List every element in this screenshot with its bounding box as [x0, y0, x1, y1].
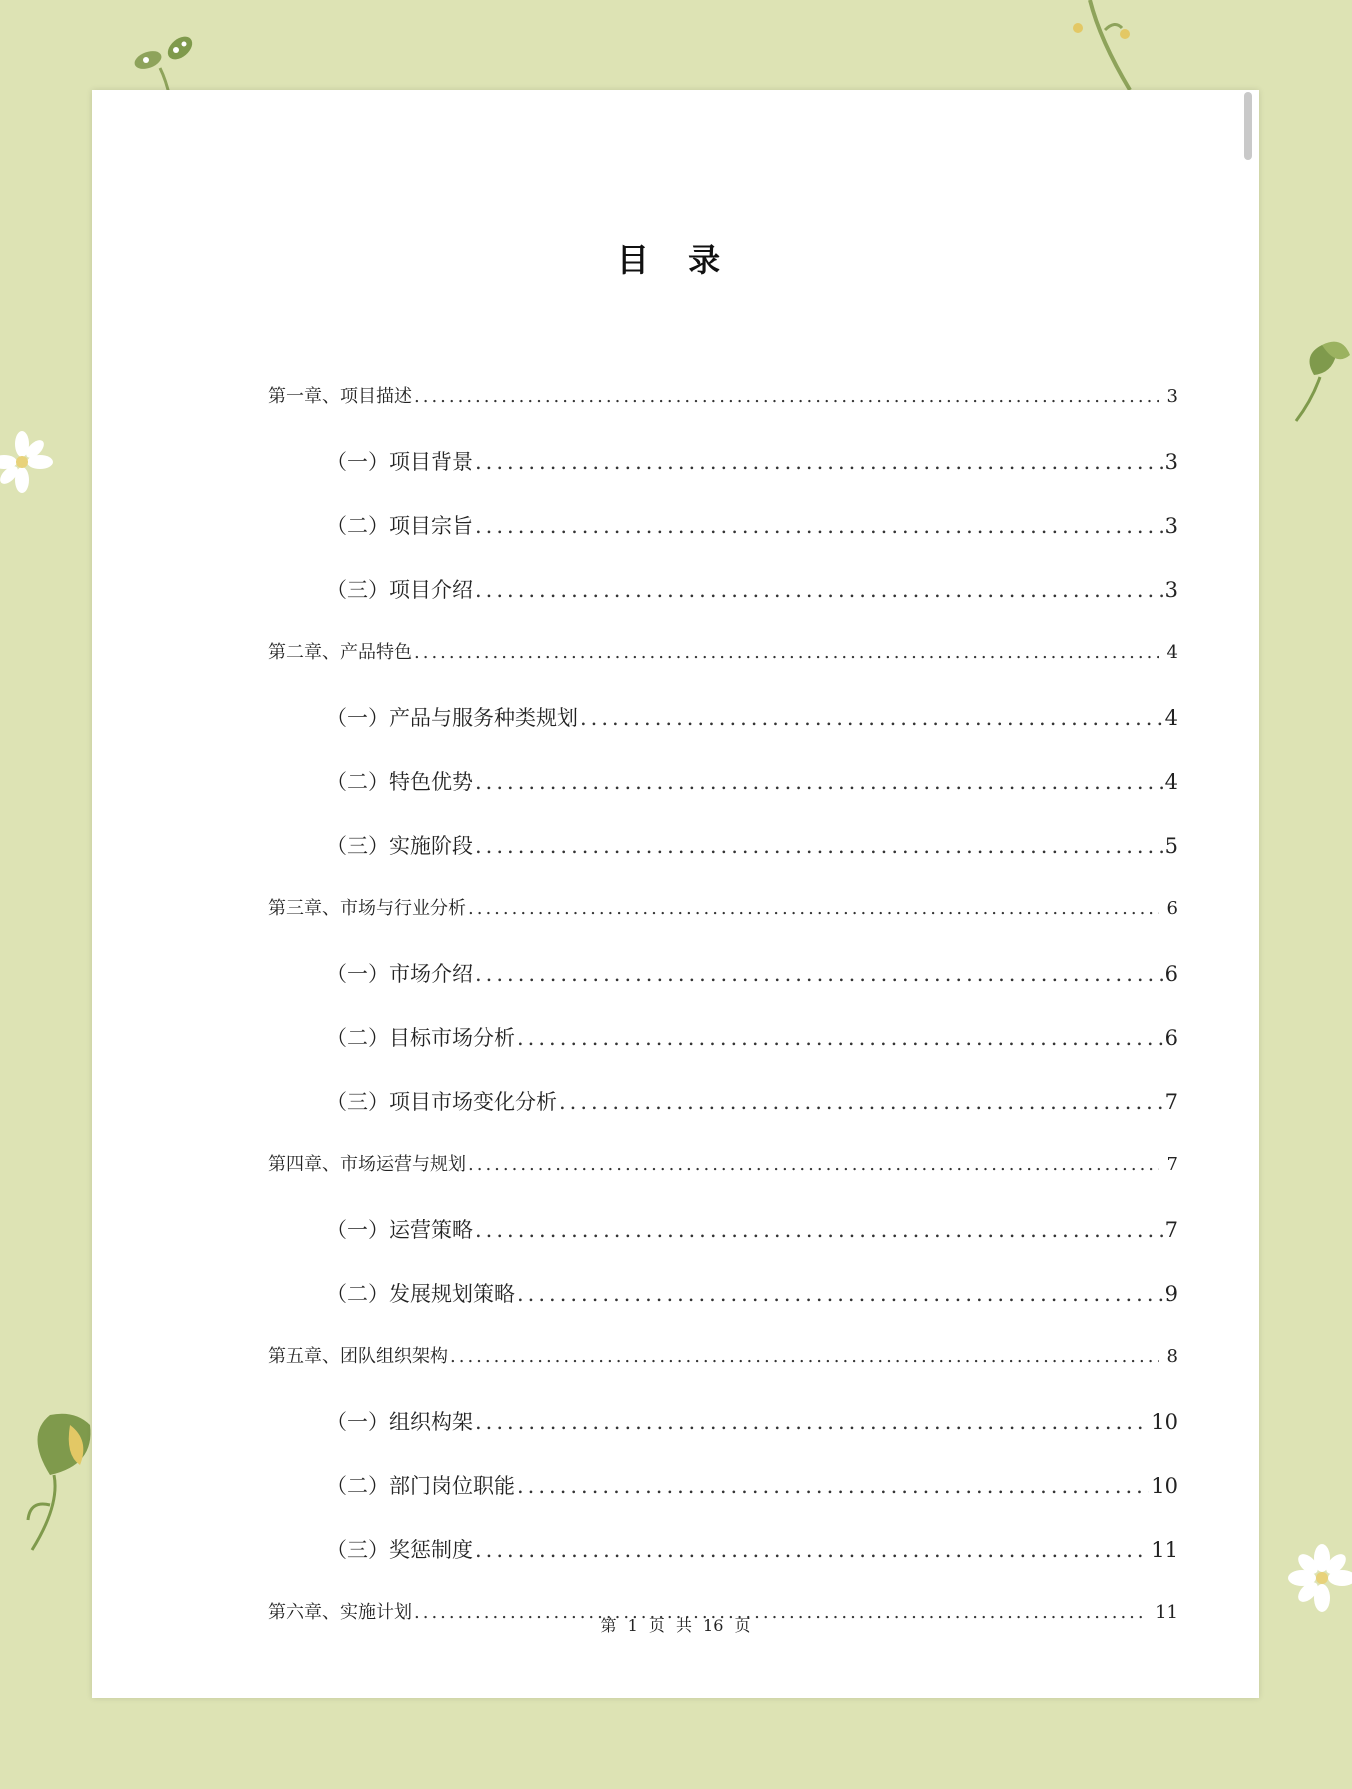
toc-entry-label: 第一章、项目描述	[268, 386, 412, 407]
toc-page-number: 6	[1164, 962, 1178, 986]
daisy-icon	[1282, 1540, 1352, 1620]
dot-leader	[517, 1474, 1149, 1498]
toc-entry-label: 第六章、实施计划	[268, 1602, 412, 1623]
dot-leader	[468, 1154, 1159, 1175]
toc-page-number: 8	[1166, 1346, 1178, 1367]
toc-section-row[interactable]	[268, 1086, 1178, 1116]
toc-page-number: 11	[1151, 1538, 1178, 1562]
toc-entry-label: 第四章、市场运营与规划	[268, 1154, 466, 1175]
toc-entry-label: （二）特色优势	[326, 770, 473, 794]
toc-entry-label: （三）奖惩制度	[326, 1538, 473, 1562]
toc-entry-label: （二）项目宗旨	[326, 514, 473, 538]
page-footer: 第 1 页 共 16 页	[600, 1616, 751, 1635]
toc-entry-label: （一）市场介绍	[326, 962, 473, 986]
toc-page-number: 10	[1151, 1474, 1178, 1498]
toc-section-row[interactable]	[268, 1406, 1178, 1436]
toc-page-number: 3	[1164, 578, 1178, 602]
dot-leader	[475, 1218, 1163, 1242]
toc-chapter-row[interactable]	[268, 638, 1178, 664]
dot-leader	[475, 962, 1163, 986]
dot-leader	[517, 1026, 1163, 1050]
toc-section-row[interactable]	[268, 510, 1178, 540]
toc-entry-label: （一）运营策略	[326, 1218, 473, 1242]
toc-chapter-row[interactable]	[268, 1150, 1178, 1176]
toc-chapter-row[interactable]	[268, 894, 1178, 920]
toc-page-number: 3	[1164, 450, 1178, 474]
toc-section-row[interactable]	[268, 446, 1178, 476]
dot-leader	[414, 642, 1159, 663]
dot-leader	[517, 1282, 1163, 1306]
toc-page-number: 5	[1164, 834, 1178, 858]
dot-leader	[559, 1090, 1163, 1114]
toc-page-number: 4	[1164, 770, 1178, 794]
scrollbar[interactable]	[1244, 92, 1252, 160]
dot-leader	[475, 578, 1163, 602]
toc-section-row[interactable]	[268, 1214, 1178, 1244]
toc-page-number: 4	[1164, 706, 1178, 730]
toc-entry-label: 第五章、团队组织架构	[268, 1346, 448, 1367]
toc-entry-label: （三）项目介绍	[326, 578, 473, 602]
toc-page-number: 6	[1164, 1026, 1178, 1050]
toc-entry-label: （三）项目市场变化分析	[326, 1090, 557, 1114]
dot-leader	[475, 770, 1163, 794]
dot-leader	[580, 706, 1163, 730]
branch-icon	[1060, 0, 1140, 92]
toc-entry-label: 第二章、产品特色	[268, 642, 412, 663]
toc-page-number: 11	[1155, 1602, 1178, 1623]
toc-page-number: 7	[1166, 1154, 1178, 1175]
toc-section-row[interactable]	[268, 1278, 1178, 1308]
dot-leader	[468, 898, 1159, 919]
toc-entry-label: （一）项目背景	[326, 450, 473, 474]
toc-entry-label: 第三章、市场与行业分析	[268, 898, 466, 919]
toc-page-number: 7	[1164, 1218, 1178, 1242]
toc-page-number: 9	[1164, 1282, 1178, 1306]
dot-leader	[450, 1346, 1159, 1367]
toc-entry-label: （一）组织构架	[326, 1410, 473, 1434]
document-page	[92, 90, 1259, 1698]
toc-section-row[interactable]	[268, 1022, 1178, 1052]
toc-page-number: 3	[1164, 514, 1178, 538]
toc-section-row[interactable]	[268, 1534, 1178, 1564]
dot-leader	[475, 1410, 1149, 1434]
toc-title: 目 录	[616, 241, 735, 279]
dot-leader	[475, 514, 1163, 538]
toc-page-number: 7	[1164, 1090, 1178, 1114]
toc-page-number: 4	[1166, 642, 1178, 663]
dot-leader	[475, 450, 1163, 474]
dot-leader	[475, 834, 1163, 858]
toc-entry-label: （三）实施阶段	[326, 834, 473, 858]
daisy-icon	[0, 420, 60, 500]
tulip-icon	[20, 1405, 95, 1555]
toc-section-row[interactable]	[268, 1470, 1178, 1500]
toc-section-row[interactable]	[268, 830, 1178, 860]
toc-page-number: 10	[1151, 1410, 1178, 1434]
toc-section-row[interactable]	[268, 766, 1178, 796]
toc-section-row[interactable]	[268, 574, 1178, 604]
dot-leader	[414, 386, 1159, 407]
toc-page-number: 3	[1166, 386, 1178, 407]
toc-entry-label: （一）产品与服务种类规划	[326, 706, 578, 730]
toc-entry-label: （二）部门岗位职能	[326, 1474, 515, 1498]
toc-section-row[interactable]	[268, 958, 1178, 988]
toc-entry-label: （二）发展规划策略	[326, 1282, 515, 1306]
dot-leader	[475, 1538, 1149, 1562]
toc-page-number: 6	[1166, 898, 1178, 919]
toc-section-row[interactable]	[268, 702, 1178, 732]
toc-entry-label: （二）目标市场分析	[326, 1026, 515, 1050]
leaf-flower-icon	[1292, 325, 1352, 425]
toc-chapter-row[interactable]	[268, 382, 1178, 408]
toc-chapter-row[interactable]	[268, 1342, 1178, 1368]
